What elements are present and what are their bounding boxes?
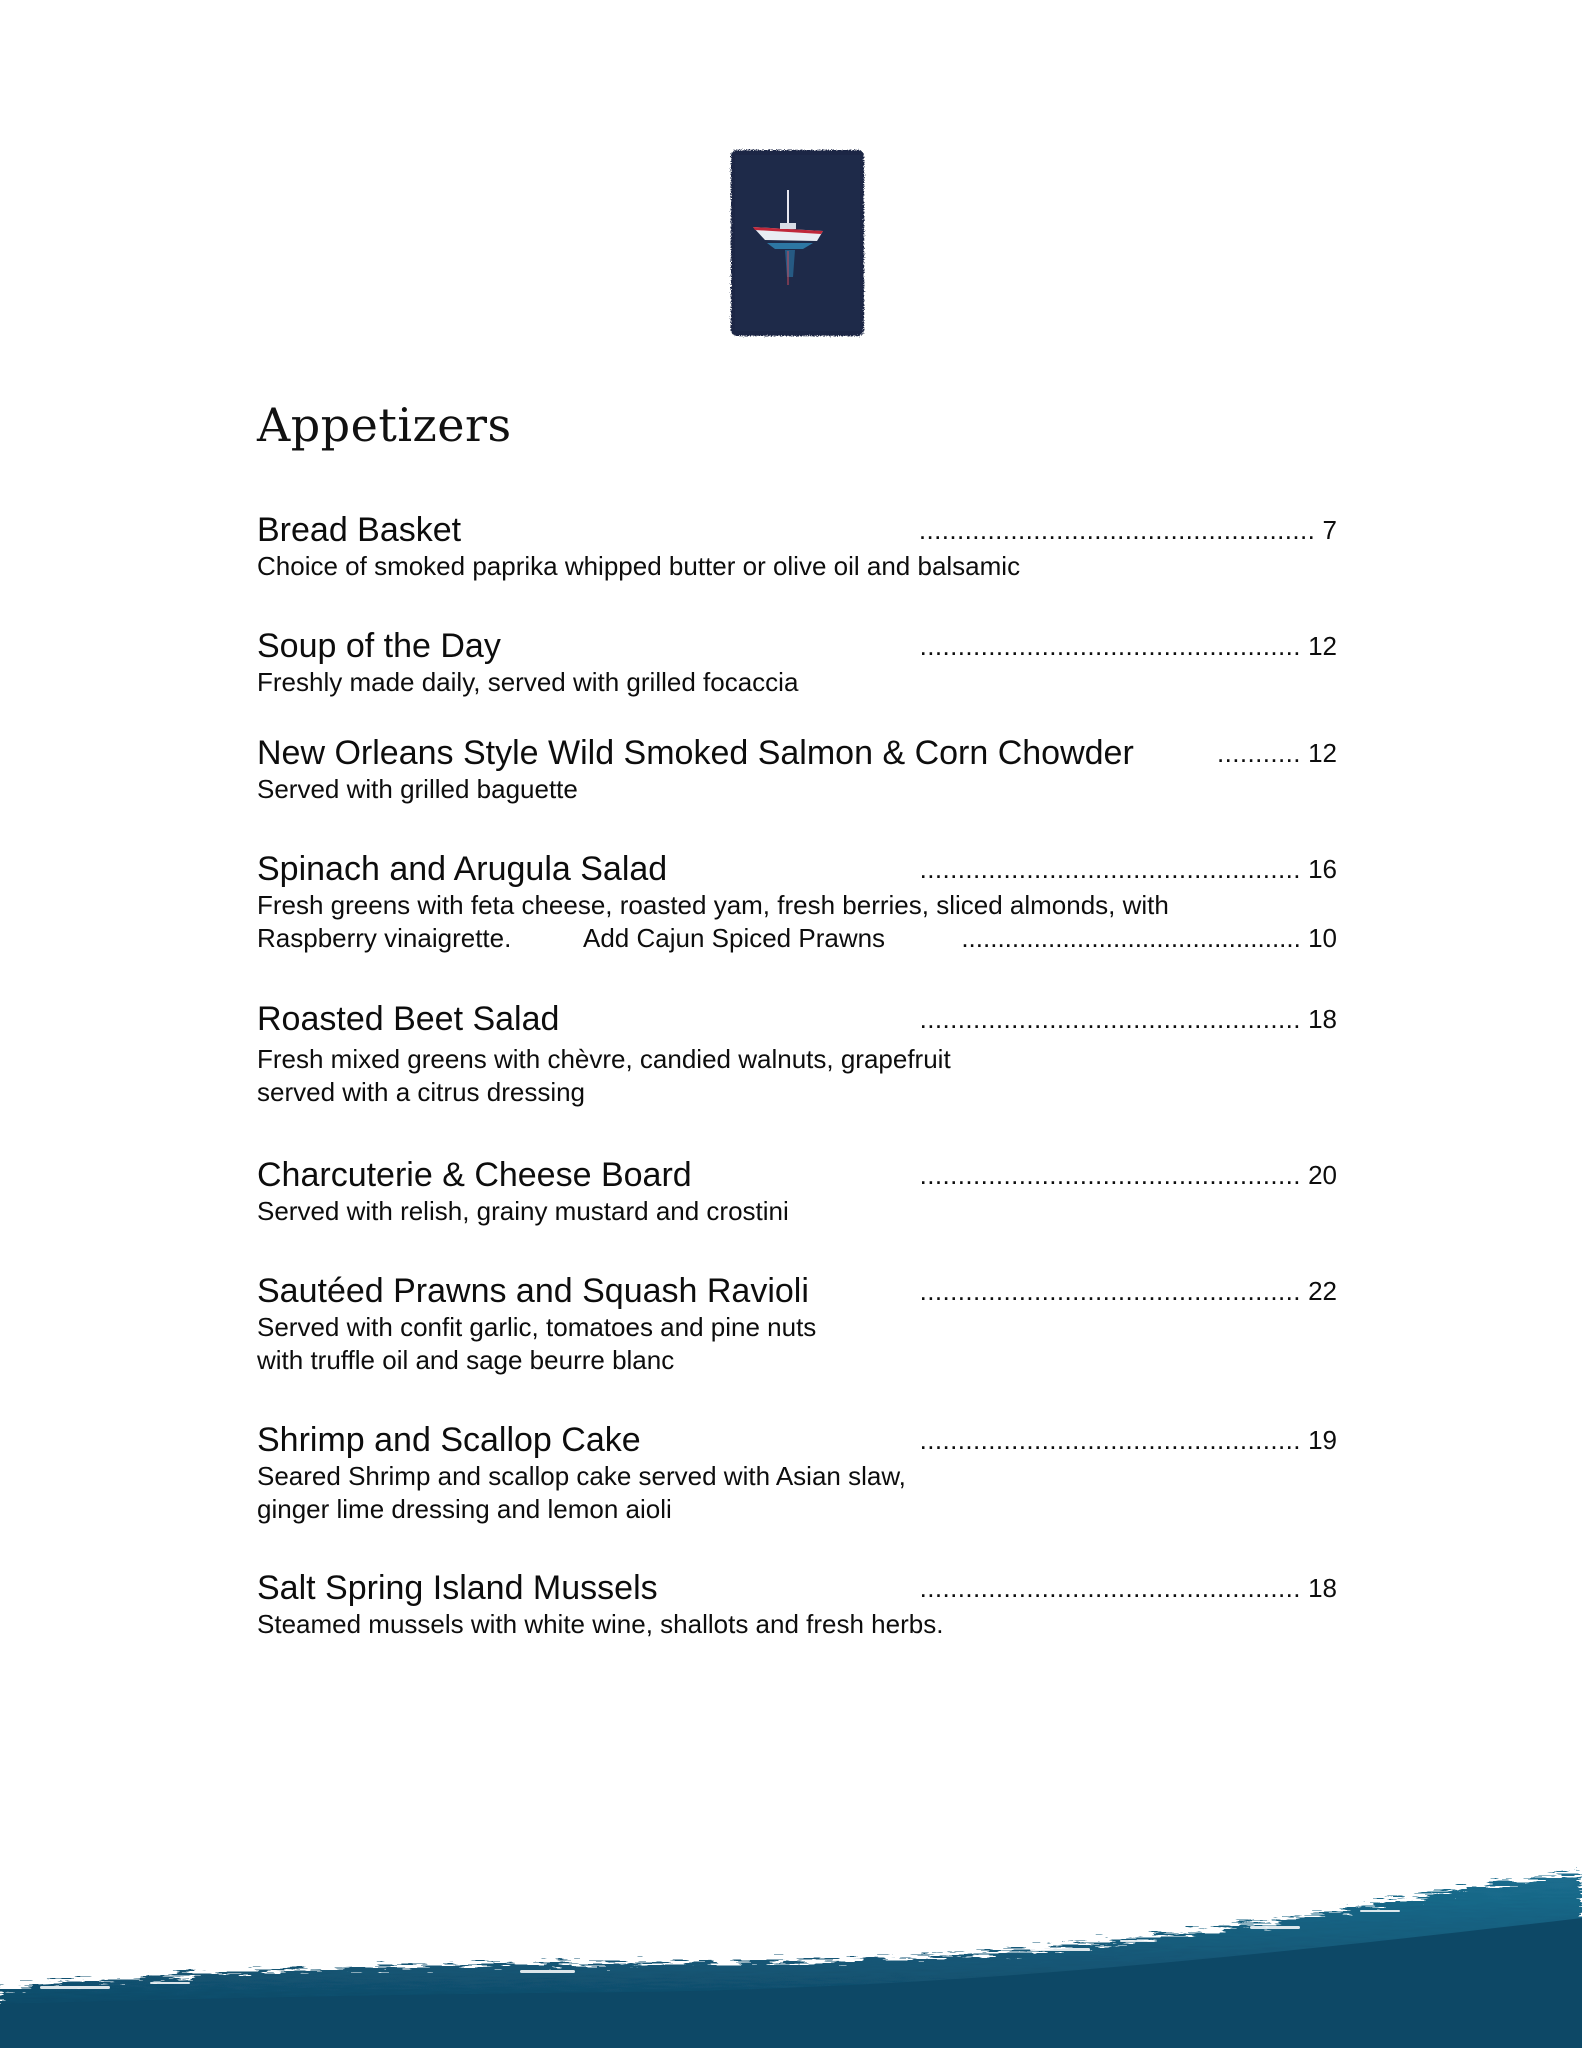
item-price-leader <box>920 626 1337 666</box>
addon-lead-text: Raspberry vinaigrette. <box>257 923 512 953</box>
item-description: Seared Shrimp and scallop cake served with Asian slaw, <box>257 1461 906 1491</box>
item-description: Fresh greens with feta cheese, roasted yam, fresh berries, sliced almonds, with <box>257 890 1169 920</box>
item-price: 16 <box>1308 854 1337 884</box>
menu-item-prawns-squash-ravioli <box>257 1271 1337 1377</box>
item-description: Served with confit garlic, tomatoes and pine nuts <box>257 1312 817 1342</box>
item-description: Freshly made daily, served with grilled focaccia <box>257 667 799 697</box>
item-addon-line <box>257 922 1337 955</box>
dot-leader: .................................................. <box>919 1160 1301 1190</box>
dot-leader: .................................................. <box>919 1425 1301 1455</box>
item-price: 22 <box>1308 1276 1337 1306</box>
item-price: 20 <box>1308 1160 1337 1190</box>
item-description: with truffle oil and sage beurre blanc <box>257 1345 675 1375</box>
item-description: Fresh mixed greens with chèvre, candied walnuts, grapefruit <box>257 1044 951 1074</box>
item-name: Shrimp and Scallop Cake <box>257 1421 641 1459</box>
item-name: Charcuterie & Cheese Board <box>257 1156 692 1194</box>
item-price: 12 <box>1308 738 1337 768</box>
item-description: Served with grilled baguette <box>257 774 578 804</box>
item-name: Bread Basket <box>257 511 462 549</box>
menu-item-soup-of-the-day <box>257 626 1337 699</box>
brush-stroke-wave-icon <box>0 1848 1582 2048</box>
item-name: Soup of the Day <box>257 627 501 665</box>
item-price: 18 <box>1308 1573 1337 1603</box>
menu-item-shrimp-scallop-cake <box>257 1420 1337 1526</box>
sailboat-painting-icon <box>725 145 870 341</box>
item-price-leader <box>920 1155 1337 1195</box>
dot-leader: ........... <box>1216 738 1301 768</box>
dot-leader: .................................................. <box>919 1004 1301 1034</box>
addon-label: Add Cajun Spiced Prawns <box>583 923 886 953</box>
item-description: served with a citrus dressing <box>257 1077 586 1107</box>
item-price: 19 <box>1308 1425 1337 1455</box>
menu-item-spinach-arugula-salad <box>257 849 1337 955</box>
dot-leader: .................................................. <box>919 1573 1301 1603</box>
section-title: Appetizers <box>257 398 512 452</box>
menu-item-salt-spring-mussels <box>257 1568 1337 1641</box>
item-price-leader <box>1217 733 1337 773</box>
item-description: Choice of smoked paprika whipped butter or olive oil and balsamic <box>257 551 1021 581</box>
menu-item-roasted-beet-salad <box>257 999 1337 1109</box>
menu-item-salmon-corn-chowder <box>257 733 1337 806</box>
dot-leader: .................................................. <box>919 1276 1301 1306</box>
item-name: New Orleans Style Wild Smoked Salmon & Corn Chowder <box>257 734 1134 772</box>
item-price: 18 <box>1308 1004 1337 1034</box>
item-price: 7 <box>1322 515 1337 545</box>
menu-item-charcuterie-cheese-board <box>257 1155 1337 1228</box>
item-description: ginger lime dressing and lemon aioli <box>257 1494 672 1524</box>
item-price-leader <box>920 1271 1337 1311</box>
menu-item-bread-basket <box>257 510 1337 583</box>
item-name: Roasted Beet Salad <box>257 1000 560 1038</box>
addon-price-leader <box>961 922 1337 955</box>
item-description: Steamed mussels with white wine, shallots and fresh herbs. <box>257 1609 944 1639</box>
item-name: Salt Spring Island Mussels <box>257 1569 658 1607</box>
item-name: Spinach and Arugula Salad <box>257 850 668 888</box>
dot-leader: .................................................. <box>919 854 1301 884</box>
addon-price: 10 <box>1308 923 1337 953</box>
item-price-leader <box>919 510 1337 550</box>
item-name: Sautéed Prawns and Squash Ravioli <box>257 1272 809 1310</box>
item-price-leader <box>920 1568 1337 1608</box>
dot-leader: ............................................... <box>961 923 1301 953</box>
item-description: Served with relish, grainy mustard and crostini <box>257 1196 789 1226</box>
item-price-leader <box>920 849 1337 889</box>
item-price-leader <box>920 1420 1337 1460</box>
dot-leader: .................................................. <box>919 631 1301 661</box>
item-price: 12 <box>1308 631 1337 661</box>
item-price-leader <box>920 999 1337 1039</box>
dot-leader: .................................................... <box>918 515 1316 545</box>
